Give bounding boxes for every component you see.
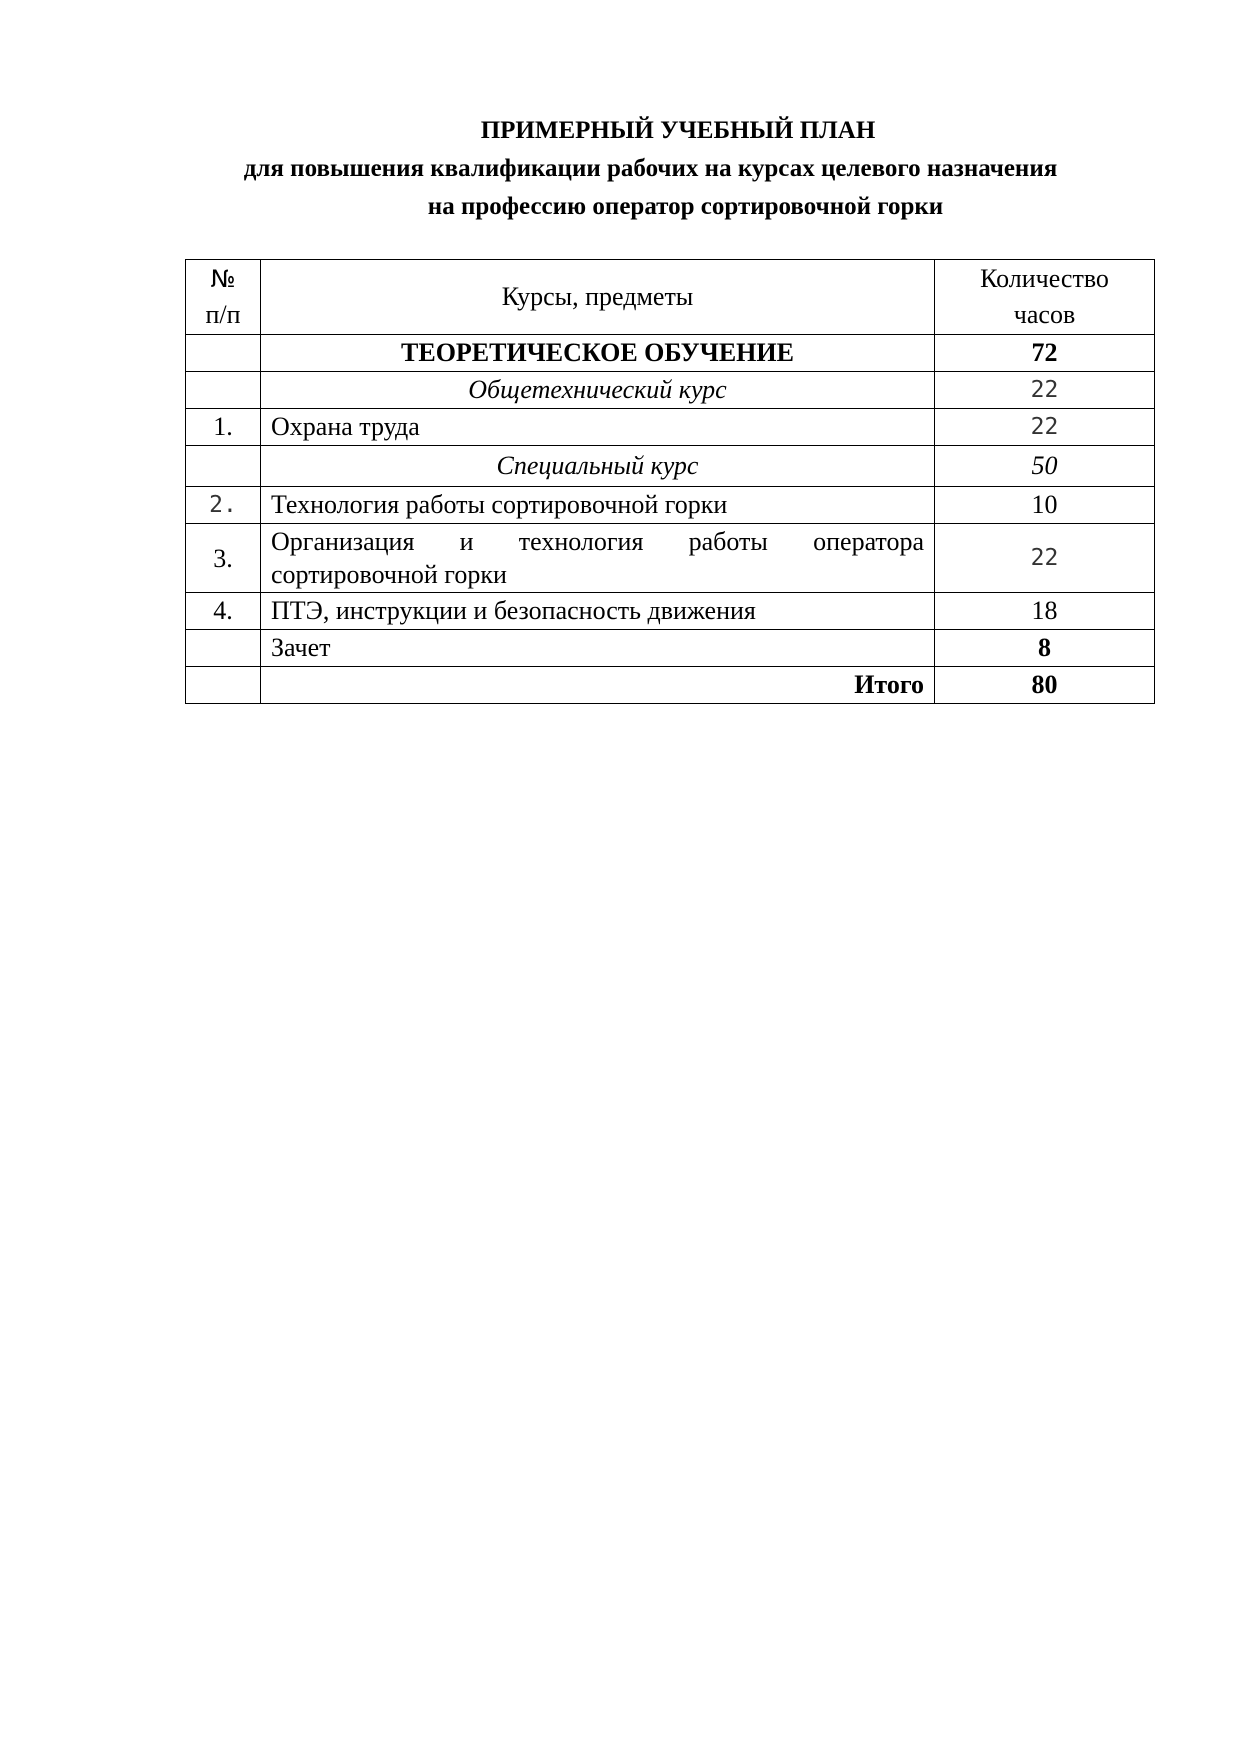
row-num: 4. [186, 593, 261, 630]
row-num [186, 372, 261, 409]
row-num [186, 335, 261, 372]
row-hours: 50 [935, 446, 1155, 487]
table-row [186, 335, 1155, 372]
header-hours-line-1: Количество [980, 264, 1109, 293]
header-num [186, 260, 261, 335]
subject-name: Зачет [261, 630, 935, 667]
row-num [186, 630, 261, 667]
title-line-3: на профессию оператор сортировочной горки [427, 193, 944, 220]
total-label: Итого [261, 667, 935, 704]
row-hours: 18 [935, 593, 1155, 630]
row-num: 3. [186, 524, 261, 593]
subject-name: Технология работы сортировочной горки [261, 487, 935, 524]
subject-name [261, 524, 935, 593]
subject-name-line-2: сортировочной горки [271, 560, 507, 589]
table-row [186, 372, 1155, 409]
header-hours [935, 260, 1155, 335]
row-num: 1. [186, 409, 261, 446]
table-row [186, 487, 1155, 524]
subject-name: ПТЭ, инструкции и безопасность движения [261, 593, 935, 630]
row-hours: 22 [935, 409, 1155, 446]
table-header-row [186, 260, 1155, 335]
header-num-label: п/п [205, 300, 241, 329]
course-title: Специальный курс [261, 446, 935, 487]
curriculum-table [185, 259, 1155, 704]
table-total-row [186, 667, 1155, 704]
subject-name: Охрана труда [261, 409, 935, 446]
table-row [186, 524, 1155, 593]
row-num: 2. [186, 487, 261, 524]
document-subtitle-2 [0, 188, 1241, 226]
header-hours-line-2: часов [1013, 300, 1076, 329]
table-row [186, 446, 1155, 487]
header-name: Курсы, предметы [261, 260, 935, 335]
row-num [186, 667, 261, 704]
table-row [186, 630, 1155, 667]
row-num [186, 446, 261, 487]
row-hours: 10 [935, 487, 1155, 524]
document-title [0, 112, 1241, 150]
table-row [186, 409, 1155, 446]
subject-name-line-1: Организация и технология работы оператора [271, 527, 924, 556]
row-hours: 22 [935, 524, 1155, 593]
title-line-1: ПРИМЕРНЫЙ УЧЕБНЫЙ ПЛАН [480, 117, 876, 144]
table-row [186, 593, 1155, 630]
document-subtitle [0, 150, 1241, 188]
section-title: ТЕОРЕТИЧЕСКОЕ ОБУЧЕНИЕ [261, 335, 935, 372]
row-hours: 22 [935, 372, 1155, 409]
title-line-2: для повышения квалификации рабочих на курсах целевого назначения [243, 155, 1058, 182]
total-hours: 80 [935, 667, 1155, 704]
header-num-symbol: № [210, 265, 236, 293]
course-title: Общетехнический курс [261, 372, 935, 409]
row-hours: 8 [935, 630, 1155, 667]
row-hours: 72 [935, 335, 1155, 372]
